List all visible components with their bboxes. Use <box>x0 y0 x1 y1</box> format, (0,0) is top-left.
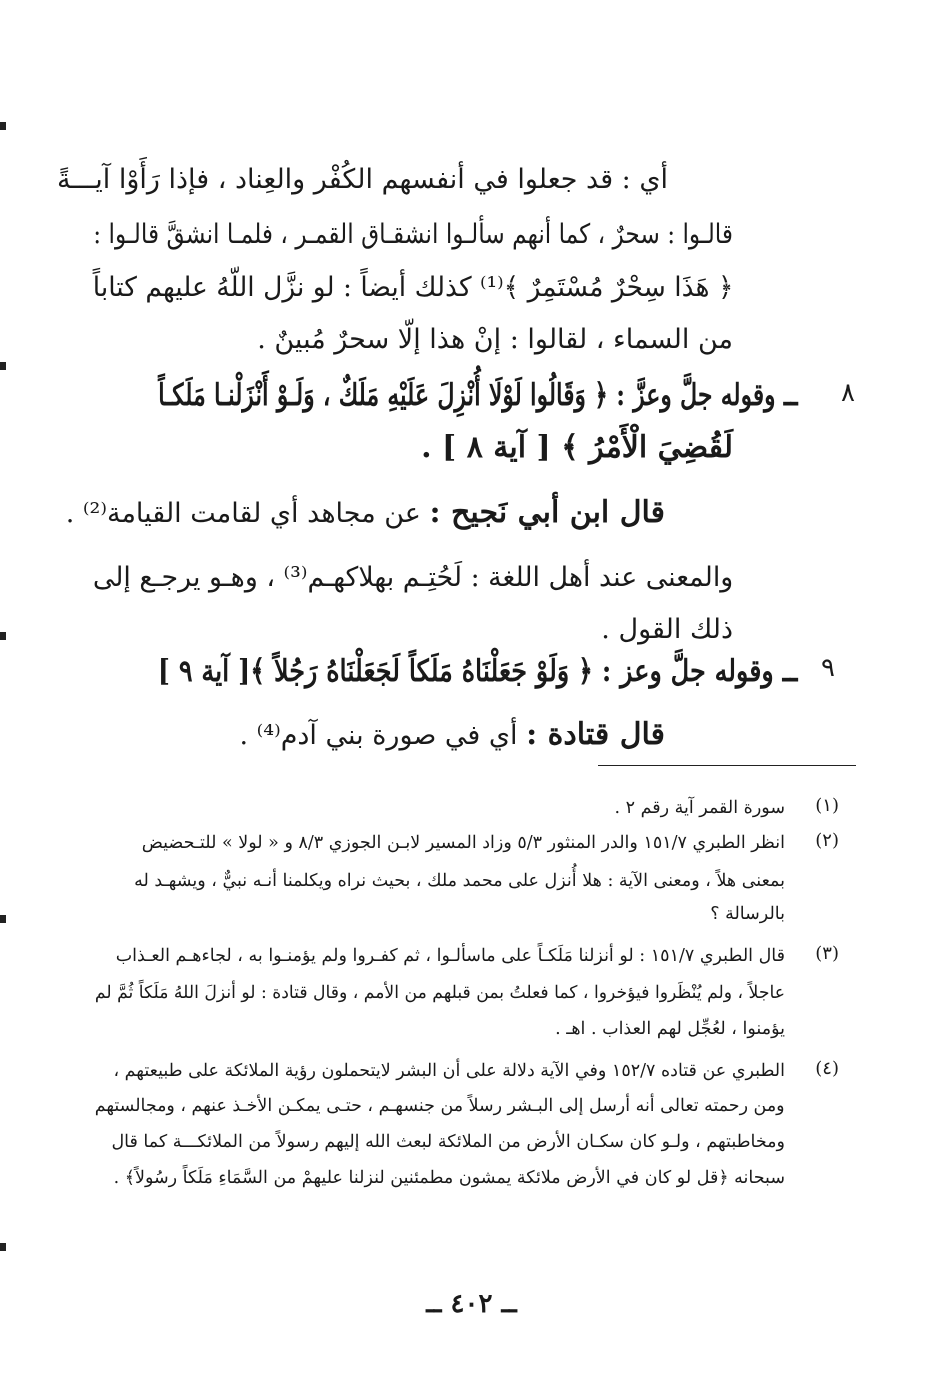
margin-mark <box>0 1243 6 1251</box>
footnote-number: (٣) <box>815 943 839 964</box>
footnote-line: يؤمنوا ، لعُجِّل لهم العذاب . اهـ . <box>555 1019 785 1039</box>
quote-speaker: قال قتادة : <box>526 717 665 752</box>
quote-speaker: قال ابن أبي نَجيح : <box>429 495 665 530</box>
footnote-line: بالرسالة ؟ <box>710 904 785 924</box>
footnote-separator <box>598 765 856 766</box>
quote-text: عن مجاهد أي لقامت القيامة⁽²⁾ . <box>65 498 421 529</box>
verse-number: ٨ <box>841 378 855 408</box>
footnote-number: (٢) <box>815 830 839 851</box>
quote-line <box>66 493 665 534</box>
verse-line: ــ وقوله جلَّ وعزَّ : ﴿ وَقَالُوا لَوْلَا أُنْزِلَ عَلَيْهِ مَلَكٌ ، وَلَـوْ أَنْزَلْنـا مَلَكـاً <box>158 378 798 413</box>
quote-text: أي في صورة بني آدم⁽⁴⁾ . <box>239 720 518 751</box>
margin-mark <box>0 122 6 130</box>
quote-line <box>239 715 665 756</box>
verse-number: ٩ <box>821 653 835 683</box>
footnote-line: قال الطبري ١٥١/٧ : لو أنزلنا مَلَكـاً على ماسألـوا ، ثم كفـروا ولم يؤمنـوا به ، لجاءهـم العـذاب <box>115 946 785 966</box>
margin-mark <box>0 362 6 370</box>
paragraph-line: قالـوا : سحرٌ ، كما أنهم سألـوا انشقـاق القمـر ، فلمـا انشقَّ قالـوا : <box>93 219 733 250</box>
paragraph-line: ذلك القول . <box>601 614 733 645</box>
footnote-line: الطبري عن قتاده ١٥٢/٧ وفي الآية دلالة على أن البشر لايتحملون رؤية الملائكة على طبيعتهم ، <box>113 1061 785 1081</box>
footnote-line: ومخاطبتهم ، ولـو كان سكـان الأرض من الملائكة لبعث الله إليهم رسولاً من الملائكـــة كما قال <box>111 1132 785 1152</box>
margin-mark <box>0 632 6 640</box>
footnote-line: انظر الطبري ١٥١/٧ والدر المنثور ٥/٣ وزاد المسير لابـن الجوزي ٨/٣ و « لولا » للتـحضيض <box>141 833 785 853</box>
footnote-line: ومن رحمته تعالى أنه أرسل إلى البـشر رسلاً من جنسهـم ، حتـى يمكـن الأخـذ عنهم ، ومجالستهم <box>95 1096 785 1116</box>
footnote-number: (٤) <box>815 1058 839 1079</box>
page-number: ــ ٤٠٢ ــ <box>426 1289 517 1319</box>
footnote-line: بمعنى هلاً ، ومعنى الآية : هلا أُنزل على محمد ملك ، بحيث نراه ويكلمنا أنـه نبيٌّ ، ويشهـد له <box>134 871 785 891</box>
paragraph-line: والمعنى عند أهل اللغة : لَحُتِـم بهلاكهـم⁽³⁾ ، وهـو يرجـع إلى <box>92 562 733 593</box>
verse-line: لَقُضِيَ الْأَمْرُ ﴾ [ آية ٨ ] . <box>421 430 733 465</box>
paragraph-line: من السماء ، لقالوا : إنْ هذا إلّا سحرٌ مُبينٌ . <box>257 324 733 355</box>
margin-mark <box>0 915 6 923</box>
paragraph-line: ﴿ هَذَا سِحْرٌ مُسْتَمِرٌ ﴾⁽¹⁾ كذلك أيضاً : لو نزَّل اللّهُ عليهم كتاباً <box>92 272 733 303</box>
footnote-line: سورة القمر آية رقم ٢ . <box>614 798 785 818</box>
footnote-line: عاجلاً ، ولم يُنْظَروا فيؤخروا ، كما فعلتُ بمن قبلهم من الأمم ، وقال قتادة : لو أنزلَ اللهُ مَلَكاً ثُمَّ لم <box>94 983 785 1003</box>
verse-line: ــ وقوله جلَّ وعز : ﴿ وَلَوْ جَعَلْنَاهُ مَلَكاً لَجَعَلْنَاهُ رَجُلاً ﴾[ آية ٩ ] <box>158 654 798 689</box>
paragraph-line: أي : قد جعلوا في أنفسهم الكُفْر والعِناد ، فإذا رَأَوْا آيـــةً <box>57 164 668 195</box>
footnote-line: سبحانه ﴿قل لو كان في الأرض ملائكة يمشون مطمئنين لنزلنا عليهمْ من السَّمَاءِ مَلَكاً رسُولاً﴾ . <box>113 1168 785 1188</box>
footnote-number: (١) <box>815 795 839 816</box>
